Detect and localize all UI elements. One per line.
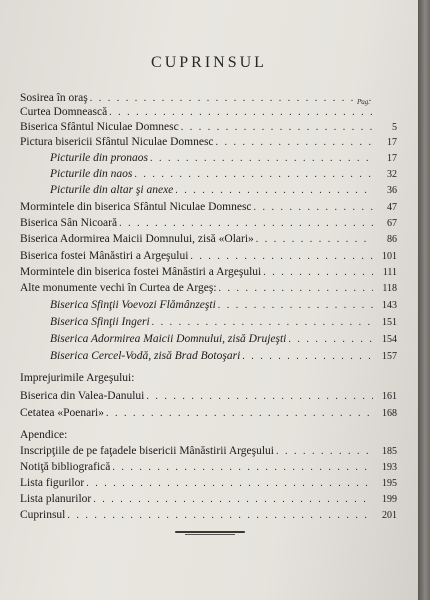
- leader-dots: [216, 136, 373, 150]
- leader-dots: [86, 477, 373, 491]
- toc-entry-page: 36: [387, 185, 397, 196]
- leader-dots: [112, 461, 373, 475]
- toc-entry-page: 199: [382, 494, 397, 505]
- book-edge: [418, 0, 430, 600]
- toc-entry: [20, 389, 397, 403]
- toc-entry-page: 118: [382, 283, 397, 294]
- toc-entry-title: Biserica Sfinţii Ingeri: [50, 316, 150, 328]
- toc-entry-title: Lista planurilor: [20, 493, 92, 505]
- toc-entry-title: Biserica Adormirea Maicii Domnului, zisă «Olari»: [20, 233, 254, 245]
- toc-entry-page: 151: [382, 317, 397, 328]
- toc-entry-title: Biserica Sfinţii Voevozi Flămânzeşti: [50, 299, 216, 311]
- leader-dots: [219, 282, 373, 296]
- leader-dots: [119, 217, 373, 231]
- toc-entry-page: 111: [382, 267, 397, 278]
- toc-entry-page: 157: [382, 351, 397, 362]
- leader-dots: [146, 390, 373, 404]
- toc-entry: [20, 281, 397, 295]
- leader-dots: [190, 250, 373, 264]
- page-title: CUPRINSUL: [151, 54, 267, 71]
- toc-entry-title: Pictura bisericii Sfântul Niculae Domnesc: [20, 136, 214, 148]
- toc-entry-title: Biserica Sân Nicoară: [20, 217, 118, 229]
- leader-dots: [134, 168, 373, 182]
- toc-entry-title: Biserica fostei Mânăstiri a Argeşului: [20, 250, 189, 262]
- page-column-header: Pag.: [357, 98, 371, 106]
- toc-entry: [20, 135, 397, 149]
- closing-rule-ornament: [175, 531, 245, 533]
- toc-entry: [20, 232, 397, 246]
- toc-entry-title: Biserica din Valea-Danului: [20, 390, 145, 402]
- toc-entry: [20, 444, 397, 458]
- leader-dots: [175, 184, 373, 198]
- toc-entry-page: 101: [382, 251, 397, 262]
- toc-entry: [50, 183, 397, 197]
- toc-entry-title: Sosirea în oraş: [20, 92, 88, 104]
- toc-entry-title: Picturile din altar şi anexe: [50, 184, 174, 196]
- toc-entry-title: Apendice:: [20, 429, 68, 441]
- toc-entry-page: 193: [382, 462, 397, 473]
- leader-dots: [150, 152, 373, 166]
- toc-entry-title: Inscripţiile de pe faţadele bisericii Mânăstirii Argeşului: [20, 445, 274, 457]
- toc-entry-title: Cetatea «Poenari»: [20, 407, 104, 419]
- toc-entry: [20, 91, 397, 105]
- toc-entry-title: Biserica Cercel-Vodă, zisă Brad Botoşari: [50, 350, 241, 362]
- leader-dots: [242, 350, 373, 364]
- leader-dots: [254, 201, 373, 215]
- toc-entry: [20, 406, 397, 420]
- leader-dots: [109, 106, 373, 120]
- toc-entry-title: Biserica Sfântul Niculae Domnesc: [20, 121, 179, 133]
- toc-entry: [20, 428, 397, 442]
- leader-dots: [218, 299, 373, 313]
- toc-entry-title: Curtea Domnească: [20, 106, 108, 118]
- toc-entry: [20, 216, 397, 230]
- toc-entry: [20, 265, 397, 279]
- leader-dots: [106, 407, 373, 421]
- toc-entry: [20, 105, 397, 119]
- toc-entry: [20, 492, 397, 506]
- toc-entry-title: Mormintele din biserica fostei Mânăstiri a Argeşului: [20, 266, 262, 278]
- toc-entry-page: 168: [382, 408, 397, 419]
- leader-dots: [256, 233, 373, 247]
- leader-dots: [90, 92, 373, 106]
- toc-entry: [50, 332, 397, 346]
- toc-entry: [20, 120, 397, 134]
- toc-entry: [20, 371, 397, 385]
- toc-entry: [50, 298, 397, 312]
- toc-entry: [50, 315, 397, 329]
- toc-entry-page: 154: [382, 334, 397, 345]
- toc-entry-page: 161: [382, 391, 397, 402]
- toc-entry: [50, 151, 397, 165]
- toc-entry-title: Notiţă bibliografică: [20, 461, 111, 473]
- toc-entry-title: Alte monumente vechi în Curtea de Argeş:: [20, 282, 217, 294]
- toc-entry: [20, 460, 397, 474]
- toc-entry-page: 5: [392, 122, 397, 133]
- toc-entry-page: 17: [387, 153, 397, 164]
- toc-entry-page: 195: [382, 478, 397, 489]
- toc-entry-title: Lista figurilor: [20, 477, 85, 489]
- leader-dots: [181, 121, 373, 135]
- toc-entry-page: 17: [387, 137, 397, 148]
- toc-entry: [20, 508, 397, 522]
- toc-entry-title: Imprejurimile Argeşului:: [20, 372, 135, 384]
- toc-entry-page: 32: [387, 169, 397, 180]
- toc-entry: [20, 249, 397, 263]
- toc-entry-title: Mormintele din biserica Sfântul Niculae Domnesc: [20, 201, 252, 213]
- toc-entry-title: Biserica Adormirea Maicii Domnului, zisă Drujeşti: [50, 333, 287, 345]
- toc-entry-title: Picturile din pronaos: [50, 152, 148, 164]
- toc-entry-page: 185: [382, 446, 397, 457]
- toc-entry: [50, 167, 397, 181]
- leader-dots: [263, 266, 373, 280]
- toc-entry-title: Cuprinsul: [20, 509, 66, 521]
- leader-dots: [67, 509, 373, 523]
- leader-dots: [152, 316, 373, 330]
- toc-entry: [20, 476, 397, 490]
- leader-dots: [288, 333, 373, 347]
- toc-entry-page: 143: [382, 300, 397, 311]
- toc-entry: [20, 200, 397, 214]
- toc-entry-title: Picturile din naos: [50, 168, 133, 180]
- toc-entry-page: 86: [387, 234, 397, 245]
- toc-entry: [50, 349, 397, 363]
- toc-entry-page: 201: [382, 510, 397, 521]
- leader-dots: [93, 493, 373, 507]
- leader-dots: [276, 445, 373, 459]
- toc-entry-page: 67: [387, 218, 397, 229]
- toc-entry-page: 47: [387, 202, 397, 213]
